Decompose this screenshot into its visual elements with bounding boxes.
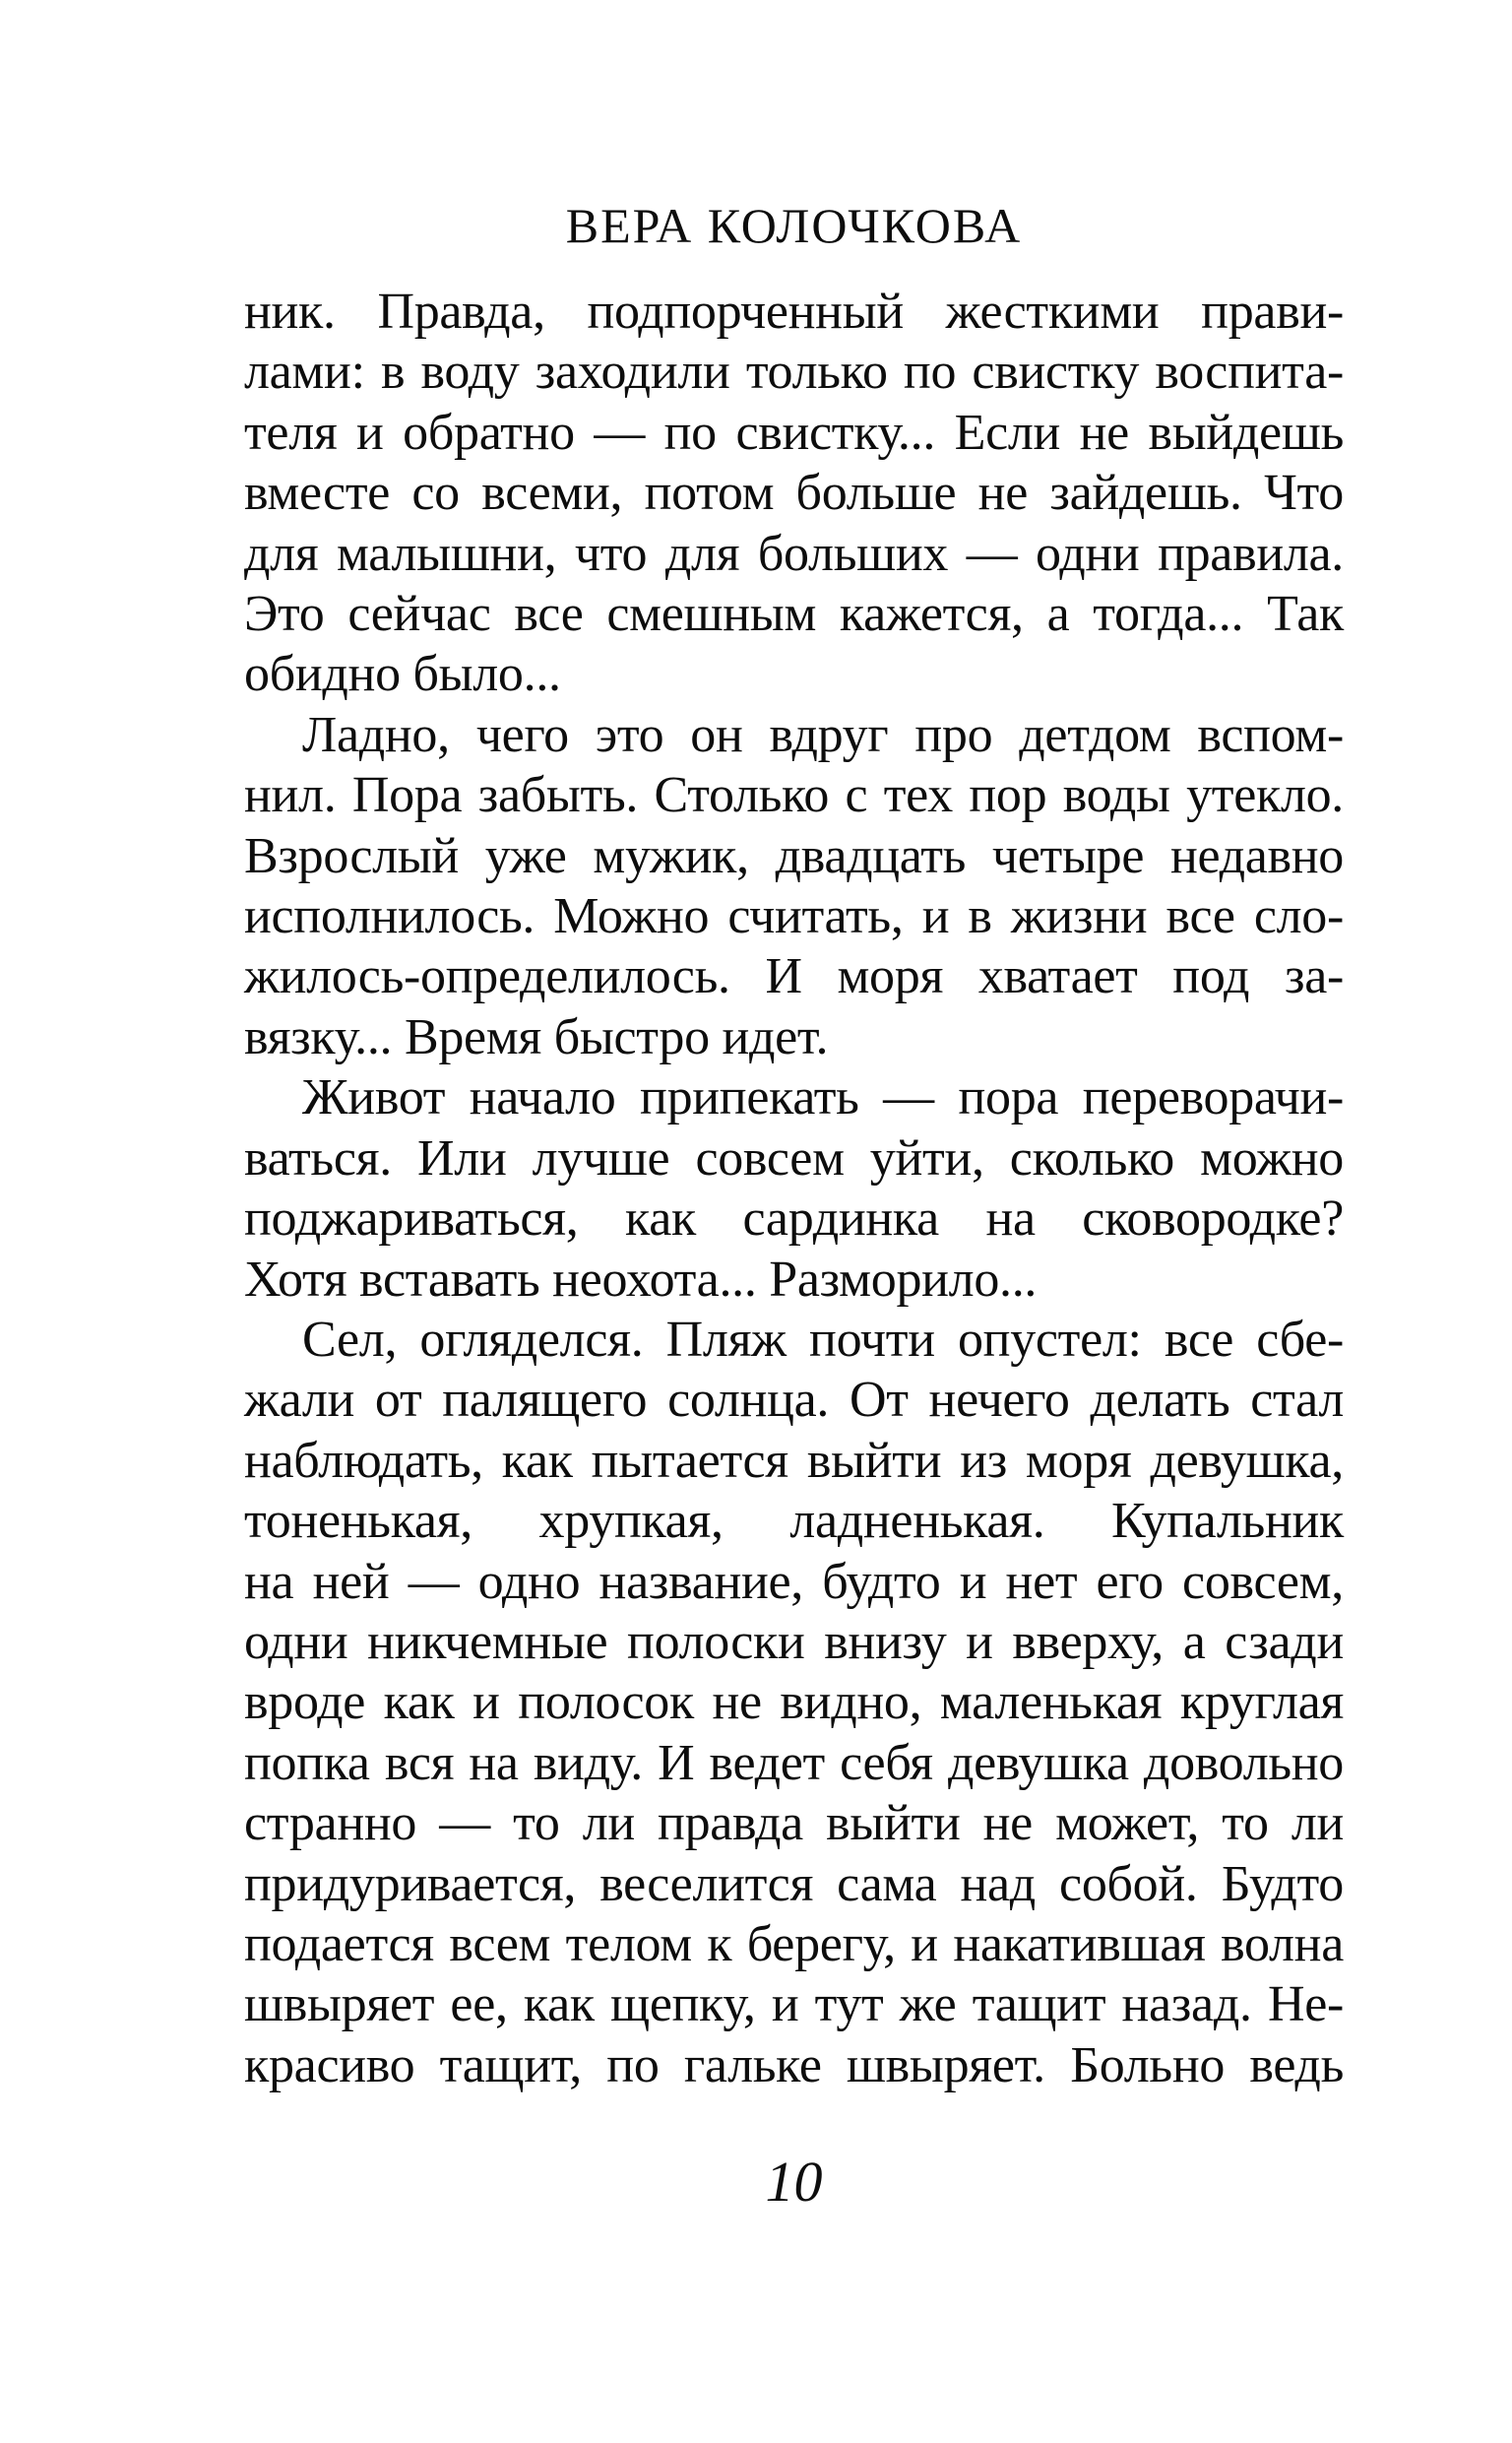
running-header: ВЕРА КОЛОЧКОВА [565,198,1023,253]
text-line: Взрослый уже мужик, двадцать четыре недавно [244,827,1344,884]
page-number: 10 [765,2150,823,2214]
text-line: Сел, огляделся. Пляж почти опустел: все сбе- [302,1311,1344,1368]
text-line: Ладно, чего это он вдруг про детдом вспом- [302,706,1344,763]
text-line: теля и обратно — по свистку... Если не выйдешь [244,404,1344,461]
text-block [244,282,1344,2095]
text-line: для малышни, что для больших — одни правила. [244,525,1344,582]
text-line: Это сейчас все смешным кажется, а тогда... Так [244,586,1344,643]
text-line: жали от палящего солнца. От нечего делать стал [244,1372,1344,1429]
text-line: обидно было... [244,646,561,703]
text-line: попка вся на виду. И ведет себя девушка довольно [244,1734,1344,1791]
text-line: придуривается, веселится сама над собой. Будто [244,1855,1344,1912]
text-line: ник. Правда, подпорченный жесткими прави- [244,284,1344,340]
text-line: красиво тащит, по гальке швыряет. Больно ведь [244,2036,1344,2093]
text-line: швыряет ее, как щепку, и тут же тащит назад. Не- [244,1976,1344,2033]
text-line: лами: в воду заходили только по свистку воспита- [244,344,1344,401]
text-line: Хотя вставать неохота... Разморило... [244,1251,1038,1308]
text-line: странно — то ли правда выйти не может, то ли [244,1795,1344,1852]
text-line: ваться. Или лучше совсем уйти, сколько можно [244,1129,1344,1187]
text-line: одни никчемные полоски внизу и вверху, а сзади [244,1613,1344,1670]
text-line: на ней — одно название, будто и нет его совсем, [244,1553,1344,1610]
text-line: жилось-определилось. И моря хватает под за- [244,948,1344,1005]
text-line: вязку... Время быстро идет. [244,1008,829,1065]
text-line: подается всем телом к берегу, и накатившая волна [244,1915,1344,1972]
text-line: тоненькая, хрупкая, ладненькая. Купальник [244,1493,1344,1550]
text-line: вместе со всеми, потом больше не зайдешь. Что [244,465,1344,522]
text-line: вроде как и полосок не видно, маленькая круглая [244,1674,1344,1731]
text-line: наблюдать, как пытается выйти из моря девушка, [244,1432,1344,1489]
text-line: Живот начало припекать — пора переворачи- [302,1069,1344,1126]
text-line: нил. Пора забыть. Столько с тех пор воды утекло. [244,767,1344,824]
text-line: исполнилось. Можно считать, и в жизни все сло- [244,888,1344,945]
text-line: поджариваться, как сардинка на сковородке? [244,1190,1344,1248]
